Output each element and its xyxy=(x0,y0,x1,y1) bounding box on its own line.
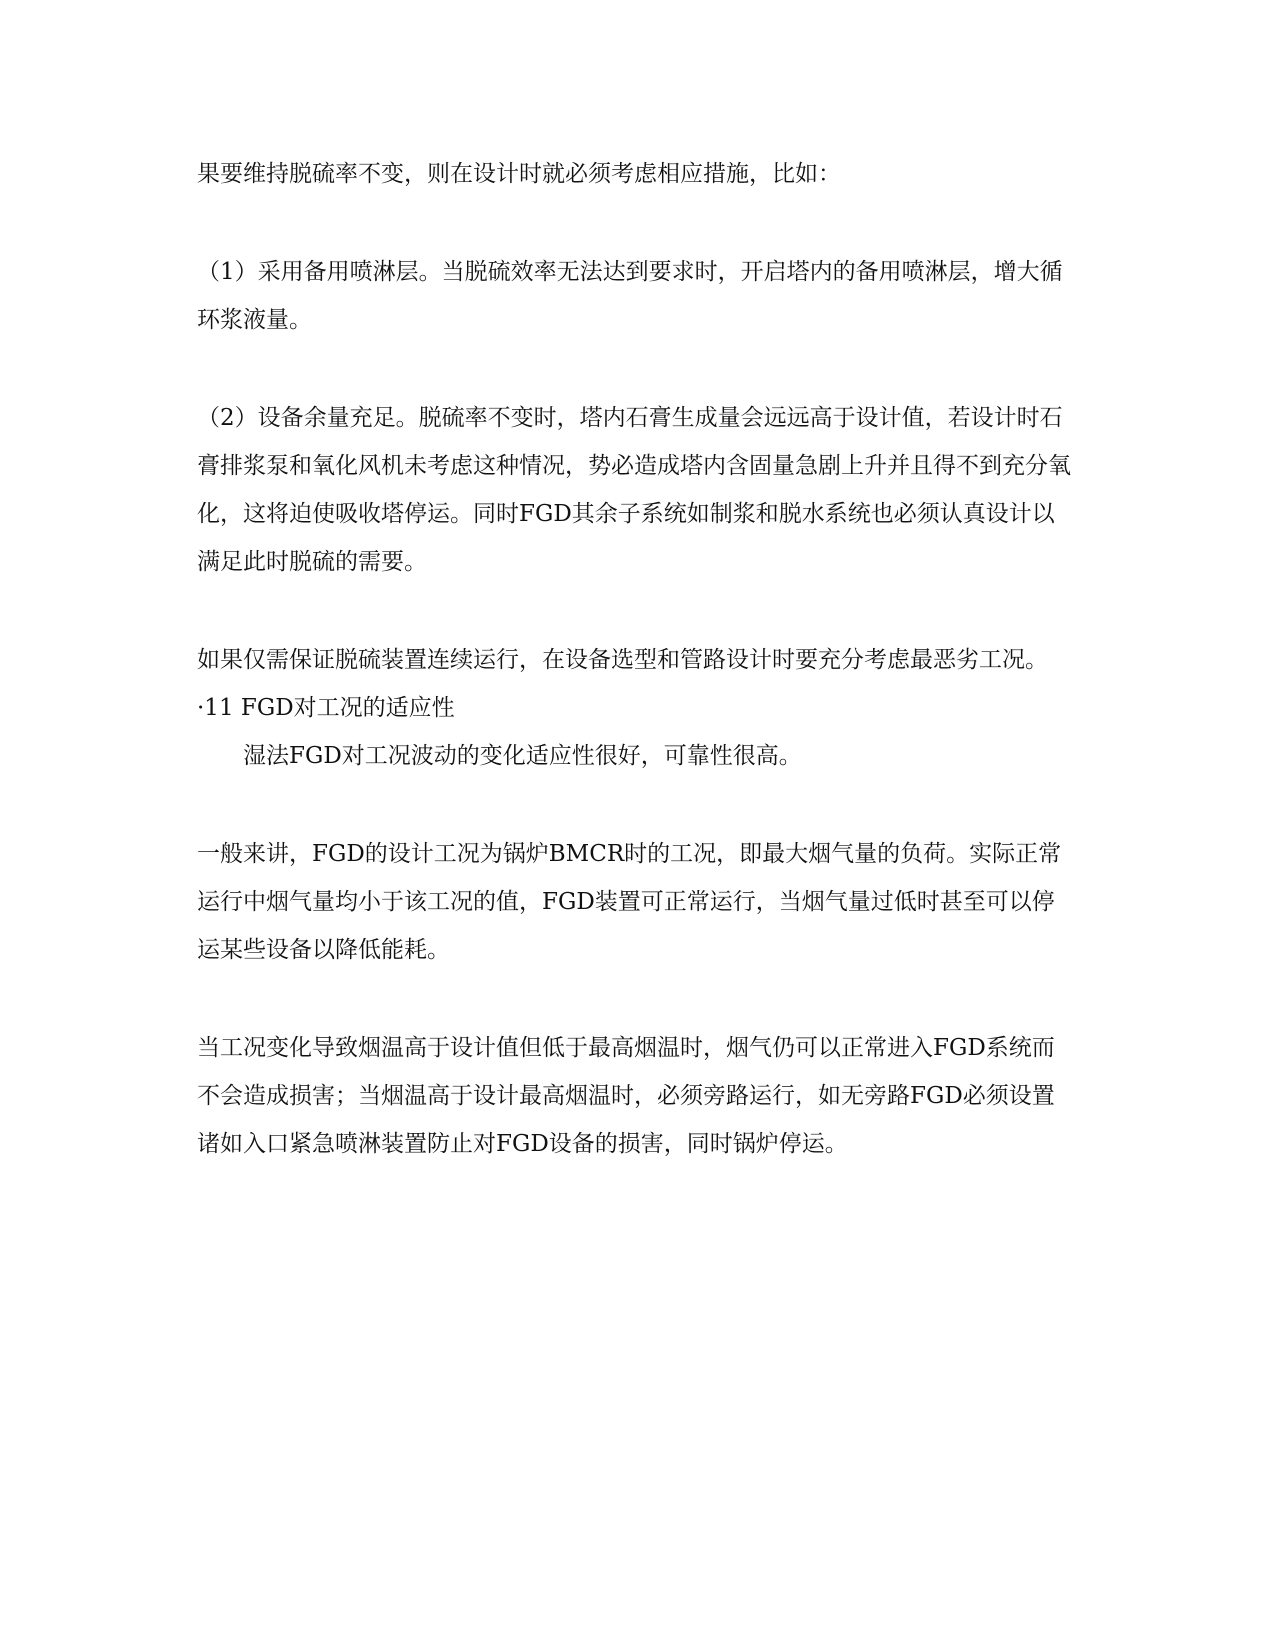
paragraph-continuous-operation: 如果仅需保证脱硫装置连续运行，在设备选型和管路设计时要充分考虑最恶劣工况。 xyxy=(197,647,1048,673)
paragraph-design-condition: 一般来讲，FGD的设计工况为锅炉BMCR时的工况，即最大烟气量的负荷。实际正常运行中烟气量均小于该工况的值，FGD装置可正常运行，当烟气量过低时甚至可以停运某些设备以降低能耗。 xyxy=(197,841,1062,963)
section-heading: ·11 FGD对工况的适应性 xyxy=(197,695,455,721)
paragraph-item-1: （1）采用备用喷淋层。当脱硫效率无法达到要求时，开启塔内的备用喷淋层，增大循环浆液量。 xyxy=(197,259,1063,333)
paragraph-adaptability: 湿法FGD对工况波动的变化适应性很好，可靠性很高。 xyxy=(243,743,802,769)
document-body xyxy=(197,150,1077,1168)
paragraph-temperature: 当工况变化导致烟温高于设计值但低于最高烟温时，烟气仍可以正常进入FGD系统而不会造成损害；当烟温高于设计最高烟温时，必须旁路运行，如无旁路FGD必须设置诸如入口紧急喷淋装置防止对FGD设备的损害，同时锅炉停运。 xyxy=(197,1035,1055,1157)
paragraph-intro: 果要维持脱硫率不变，则在设计时就必须考虑相应措施，比如： xyxy=(197,161,841,187)
paragraph-item-2: （2）设备余量充足。脱硫率不变时，塔内石膏生成量会远远高于设计值，若设计时石膏排浆泵和氧化风机未考虑这种情况，势必造成塔内含固量急剧上升并且得不到充分氧化，这将迫使吸收塔停运。同时FGD其余子系统如制浆和脱水系统也必须认真设计以满足此时脱硫的需要。 xyxy=(197,405,1071,575)
